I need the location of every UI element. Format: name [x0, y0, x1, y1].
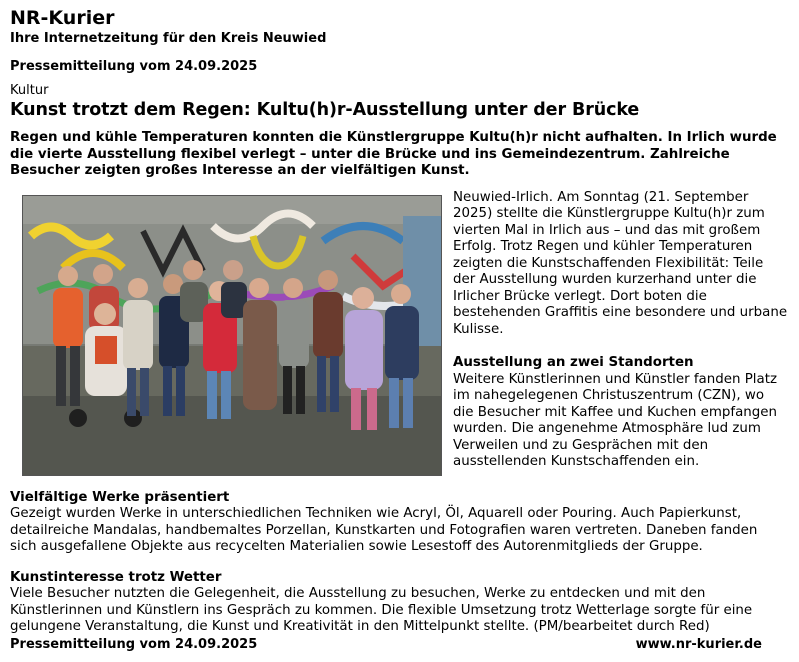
section-standorte-text: Weitere Künstlerinnen und Künstler fanden Platz im nahegelegenen Christuszentrum (CZN), wo die Besucher mit Kaffee und Kuchen empfangen wurden. Die angenehme Atmosphäre lud zum Verweilen und zu Gesprächen mit den ausstellenden Kunstschaffenden ein.: [453, 371, 778, 469]
section-werke-heading: Vielfältige Werke präsentiert: [10, 489, 230, 505]
article-middle: [10, 189, 788, 490]
footer-website-link[interactable]: www.nr-kurier.de: [635, 637, 762, 652]
article-intro: Neuwied-Irlich. Am Sonntag (21. September 2025) stellte die Künstlergruppe Kultu(h)r zum vierten Mal in Irlich aus – und das mit großem Erfolg. Trotz Regen und kühler Temperaturen zeigten die Kunstschaffenden Flexibilität: Teile der Ausstellung wurden kurzerhand unter die Irlicher Brücke verlegt. Dort boten die bestehenden Graffitis eine besondere und urbane Kulisse.: [453, 189, 788, 337]
article-lead: Regen und kühle Temperaturen konnten die Künstlergruppe Kultu(h)r nicht aufhalten. In Irlich wurde die vierte Ausstellung flexibel verlegt – unter die Brücke und ins Gemeindezentrum. Zahlreiche Besucher zeigten großes Interesse an der vielfältigen Kunst.: [10, 130, 777, 178]
press-date-header: Pressemitteilung vom 24.09.2025: [10, 59, 258, 74]
footer-press-date: Pressemitteilung vom 24.09.2025: [10, 637, 258, 652]
group-photo: [22, 195, 442, 476]
article-category: Kultur: [10, 83, 49, 98]
site-subtitle: Ihre Internetzeitung für den Kreis Neuwied: [10, 31, 327, 46]
section-interesse: [10, 570, 785, 636]
section-standorte-heading: Ausstellung an zwei Standorten: [453, 355, 694, 370]
side-column: [453, 190, 788, 471]
site-title: NR-Kurier: [10, 7, 115, 29]
article-headline: Kunst trotzt dem Regen: Kultu(h)r-Ausstellung unter der Brücke: [10, 100, 640, 120]
article-page: [10, 6, 788, 636]
section-interesse-text: Viele Besucher nutzten die Gelegenheit, die Ausstellung zu besuchen, Werke zu entdecken und mit den Künstlerinnen und Künstlern ins Gespräch zu kommen. Die flexible Umsetzung trotz Wetterlage sorgte für eine gelungene Veranstaltung, die Kunst und Kreativität in den Mittelpunkt stellte. (PM/bearbeitet durch Red): [10, 586, 753, 634]
section-werke-text: Gezeigt wurden Werke in unterschiedlichen Techniken wie Acryl, Öl, Aquarell oder Pouring. Auch Papierkunst, detailreiche Mandalas, handbemaltes Porzellan, Kunstkarten und Fotografien waren vertreten. Daneben fanden sich ausgefallene Objekte aus recycelten Materialien sowie Lesestoff des Autorenmitglieds der Gruppe.: [10, 506, 758, 554]
section-interesse-heading: Kunstinteresse trotz Wetter: [10, 569, 222, 585]
group-photo-illustration: [23, 196, 441, 475]
section-werke: [10, 490, 785, 556]
